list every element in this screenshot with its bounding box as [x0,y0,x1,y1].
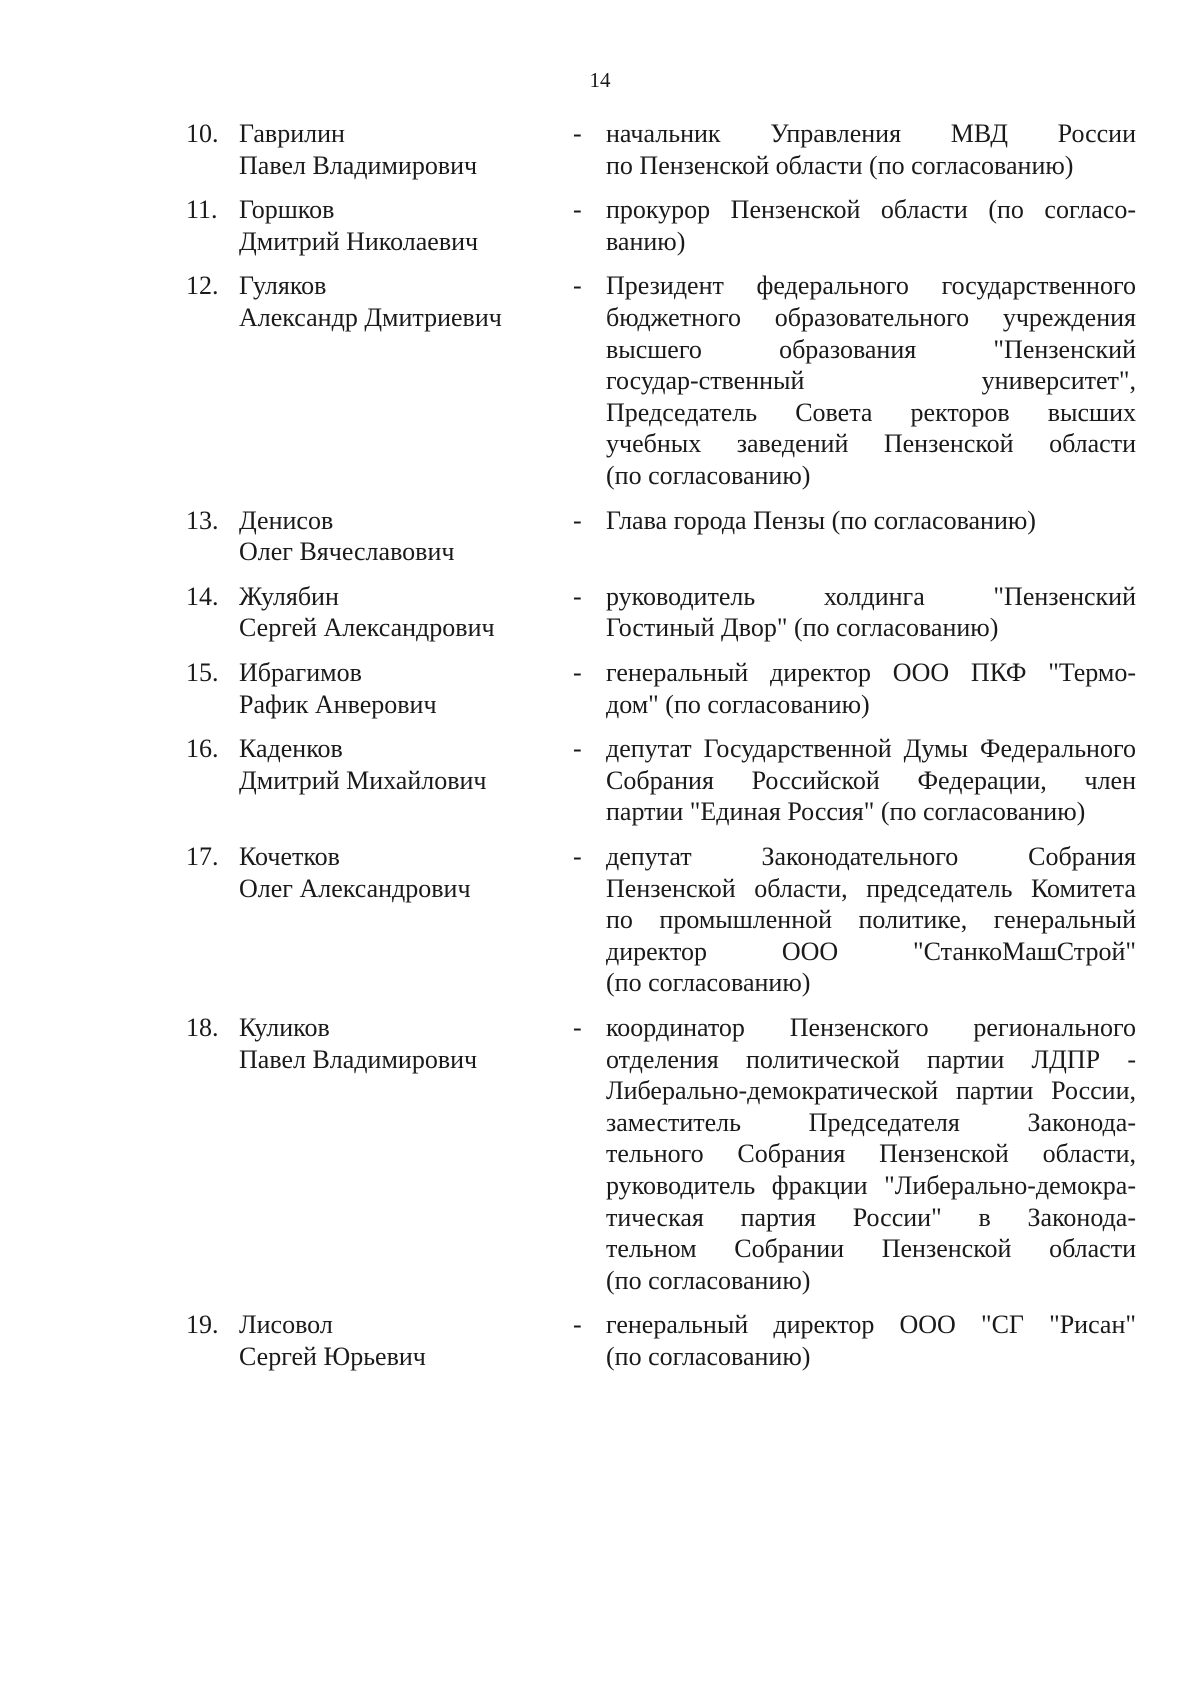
member-number: 19. [186,1310,219,1340]
member-number: 13. [186,505,219,535]
position-line: (по согласованию) [606,460,811,490]
member-name [239,118,559,181]
position-line: генеральный директор ООО ПКФ "Термо- [606,658,1136,687]
position-line: партии "Единая Россия" (по согласованию) [606,797,1086,827]
member-dash: - [573,271,582,301]
member-name [239,581,559,644]
position-line: прокурор Пензенской области (по согласо- [606,195,1136,225]
position-line: руководитель холдинга "Пензенский [606,581,1136,611]
member-surname: Гаврилин [239,119,345,148]
member-position [606,657,1136,720]
position-line: по промышленной политике, генеральный [606,905,1136,935]
member-number: 14. [186,581,219,611]
position-line: депутат Законодательного Собрания [606,842,1136,871]
member-name [239,733,559,796]
member-dash: - [573,505,582,535]
member-number: 17. [186,842,219,871]
member-surname: Каденков [239,734,343,764]
member-given-names: Павел Владимирович [239,1044,478,1074]
position-line: Председатель Совета ректоров высших [606,397,1136,427]
member-dash: - [573,1310,582,1340]
position-line: учебных заведений Пензенской области [606,429,1136,459]
position-line: руководитель фракции "Либерально-демокра- [606,1170,1136,1200]
member-position [606,841,1136,999]
position-line: (по согласованию) [606,968,811,998]
member-position [606,1309,1136,1372]
position-line: (по согласованию) [606,1265,811,1295]
position-line: депутат Государственной Думы Федерального [606,734,1136,764]
member-position [606,505,1136,537]
position-line: тическая партия России" в Законода- [606,1202,1136,1232]
position-line: бюджетного образовательного учреждения [606,302,1136,332]
position-line: Либерально-демократической партии России, [606,1076,1136,1106]
member-number: 12. [186,271,219,301]
position-line: дом" (по согласованию) [606,689,870,719]
position-line: Пензенской области, председатель Комитета [606,873,1136,903]
position-line: высшего образования "Пензенский [606,334,1136,364]
position-line: (по согласованию) [606,1341,811,1371]
position-line: заместитель Председателя Законода- [606,1107,1136,1137]
member-position [606,733,1136,828]
member-name [239,505,559,568]
position-line: Президент федерального государственного [606,271,1136,301]
member-surname: Куликов [239,1013,330,1042]
member-dash: - [573,195,582,225]
member-number: 10. [186,119,219,148]
position-line: Глава города Пензы (по согласованию) [606,505,1036,535]
position-line: Гостиный Двор" (по согласованию) [606,613,999,643]
position-line: тельном Собрании Пензенской области [606,1234,1136,1264]
member-surname: Жулябин [239,581,339,611]
member-number: 18. [186,1013,219,1042]
position-line: ванию) [606,226,686,256]
member-name [239,270,559,333]
member-given-names: Павел Владимирович [239,150,478,180]
member-surname: Денисов [239,505,334,535]
position-line: директор ООО "СтанкоМашСтрой" [606,936,1136,966]
member-position [606,194,1136,257]
member-surname: Кочетков [239,842,340,871]
member-number: 16. [186,734,219,764]
member-dash: - [573,581,582,611]
member-surname: Ибрагимов [239,658,362,687]
member-dash: - [573,119,582,148]
position-line: по Пензенской области (по согласованию) [606,150,1074,180]
member-dash: - [573,734,582,764]
member-name [239,1309,559,1372]
page-number: 14 [589,68,611,92]
position-line: Собрания Российской Федерации, член [606,765,1136,795]
position-line: генеральный директор ООО "СГ "Рисан" [606,1310,1136,1340]
member-name [239,657,559,720]
position-line: тельного Собрания Пензенской области, [606,1139,1136,1169]
member-given-names: Александр Дмитриевич [239,302,502,332]
member-given-names: Дмитрий Михайлович [239,765,487,795]
member-dash: - [573,842,582,871]
member-given-names: Рафик Анверович [239,689,437,719]
member-position [606,270,1136,491]
member-number: 11. [186,195,218,225]
member-name [239,1012,559,1075]
member-given-names: Сергей Юрьевич [239,1341,426,1371]
member-position [606,118,1136,181]
member-number: 15. [186,658,219,687]
member-given-names: Сергей Александрович [239,613,495,643]
member-surname: Гуляков [239,271,327,301]
member-given-names: Олег Александрович [239,873,471,903]
member-given-names: Дмитрий Николаевич [239,226,479,256]
member-given-names: Олег Вячеславович [239,537,455,567]
position-line: государ-ственный университет", [606,366,1136,396]
member-name [239,194,559,257]
position-line: координатор Пензенского регионального [606,1013,1136,1042]
position-line: отделения политической партии ЛДПР - [606,1044,1136,1074]
position-line: начальник Управления МВД России [606,119,1136,148]
member-position [606,1012,1136,1296]
member-dash: - [573,658,582,687]
member-surname: Лисовол [239,1310,333,1340]
member-name [239,841,559,904]
member-surname: Горшков [239,195,335,225]
member-dash: - [573,1013,582,1042]
member-position [606,581,1136,644]
